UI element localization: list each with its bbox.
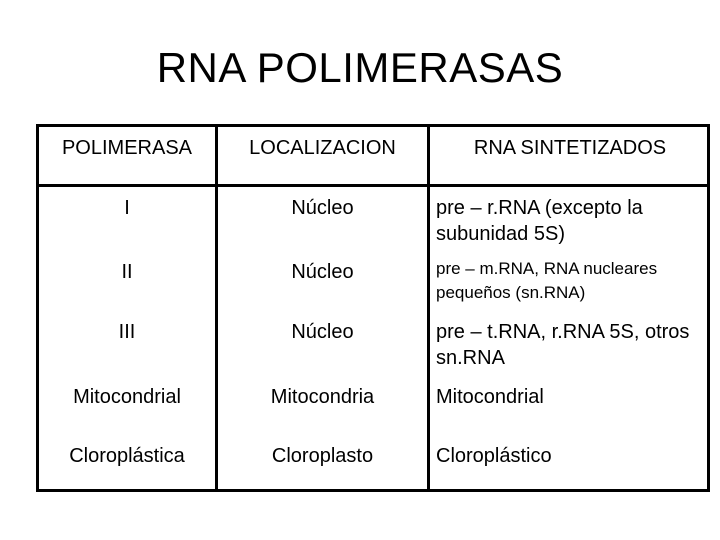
column-divider — [215, 127, 218, 489]
cell-polimerasa: II — [121, 261, 133, 283]
cell-rna-sintetizados: pre – r.RNA (excepto la subunidad 5S) — [436, 197, 643, 245]
cell-polimerasa: Cloroplástica — [69, 445, 185, 467]
cell-rna-sintetizados: Mitocondrial — [436, 386, 544, 408]
polymerase-table — [36, 124, 710, 492]
cell-rna-sintetizados: pre – m.RNA, RNA nucleares pequeños (sn.RNA) — [436, 259, 658, 302]
slide-title: RNA POLIMERASAS — [156, 44, 564, 91]
cell-rna-sintetizados: pre – t.RNA, r.RNA 5S, otros sn.RNA — [436, 321, 690, 369]
cell-localizacion: Núcleo — [291, 197, 354, 219]
header-rna-sintetizados: RNA SINTETIZADOS — [473, 137, 667, 159]
column-divider — [427, 127, 430, 489]
header-localizacion: LOCALIZACION — [249, 137, 396, 159]
cell-localizacion: Núcleo — [291, 321, 354, 343]
cell-polimerasa: I — [124, 197, 130, 219]
cell-localizacion: Cloroplasto — [271, 445, 374, 467]
header-divider — [39, 184, 707, 187]
cell-rna-sintetizados: Cloroplástico — [436, 445, 552, 467]
cell-polimerasa: Mitocondrial — [73, 386, 181, 408]
cell-polimerasa: III — [118, 321, 136, 343]
header-polimerasa: POLIMERASA — [61, 137, 193, 159]
cell-localizacion: Núcleo — [291, 261, 354, 283]
cell-localizacion: Mitocondria — [270, 386, 375, 408]
